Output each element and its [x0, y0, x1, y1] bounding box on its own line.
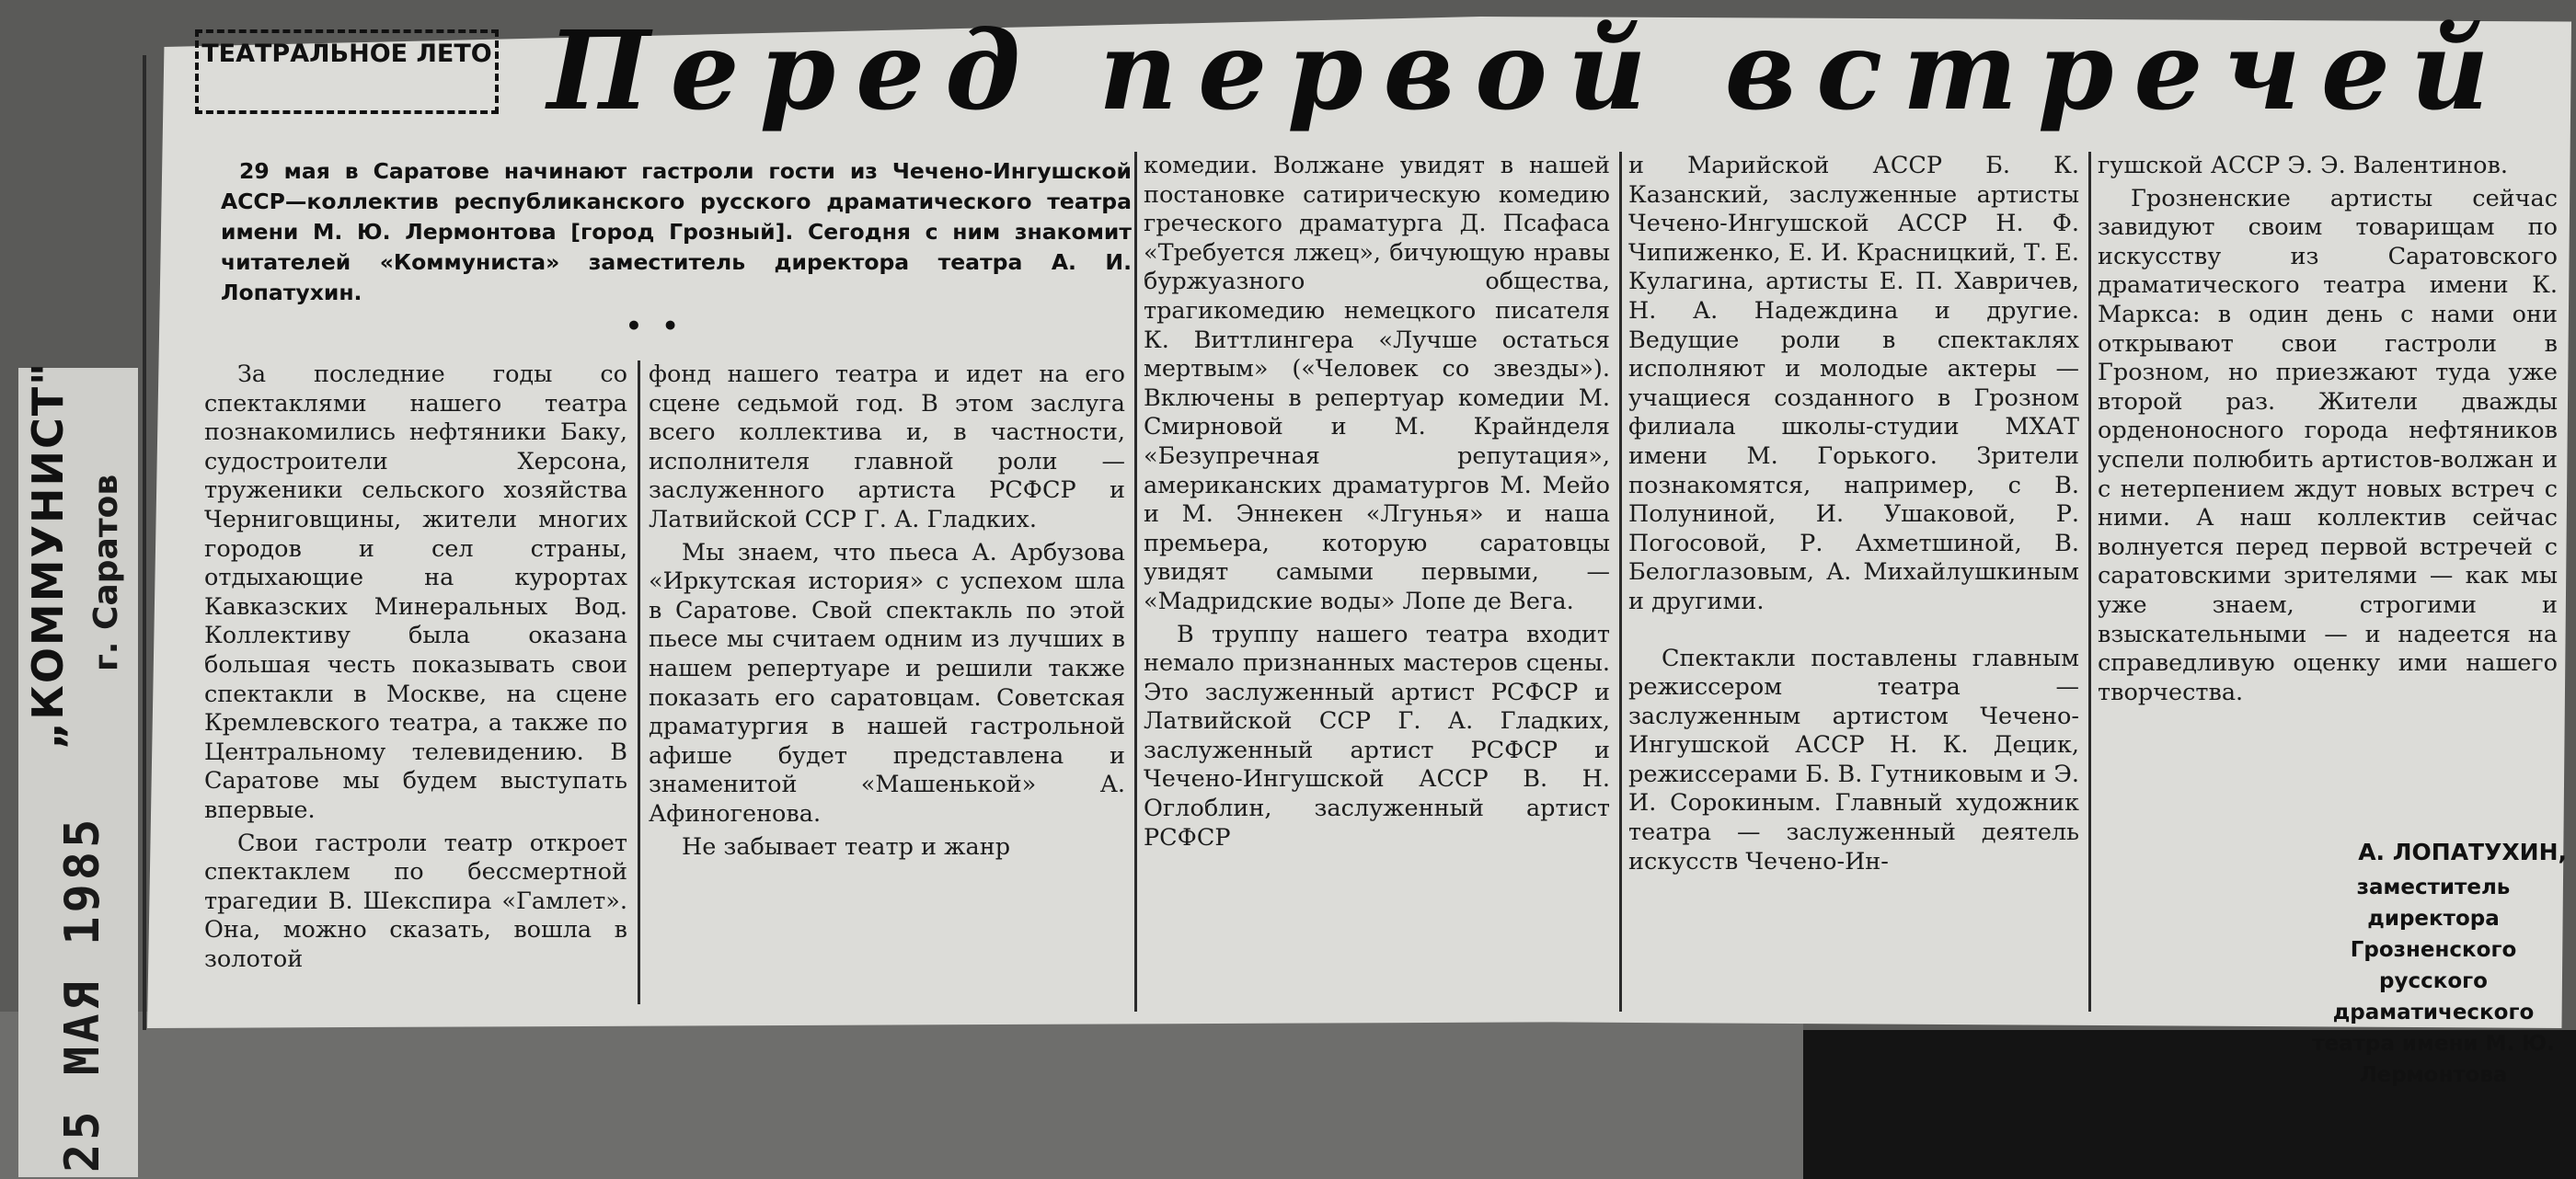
stamp-date: 25 МАЯ 1985 — [55, 815, 110, 1173]
separator-dots: • • — [626, 311, 684, 341]
paragraph: За последние годы со спектаклями нашего театра познакомились нефтяники Баку, судостроители Херсона, труженики сельского хозяйства Черниговщины, жители многих городов и сел страны, отдыхающие на курортах Кавказских Минеральных Вод. Коллективу была оказана большая честь показывать свои спектакли в Москве, на сцене Кремлевского театра, а также по Центральному телевидению. В Саратове мы будем выступать впервые. — [204, 361, 627, 824]
column-divider — [1134, 152, 1137, 1012]
signature-title: заместитель директора Грозненского русского драматического театра имени М. Ю. Лермонтова — [2312, 876, 2555, 1087]
rubric-box — [195, 29, 499, 114]
column-divider — [2088, 152, 2091, 1012]
article-column-3 — [1144, 152, 1610, 1012]
paragraph: комедии. Волжане увидят в нашей постановке сатирическую комедию греческого драматурга Д. Псафаса «Требуется лжец», бичующую нравы буржуазного общества, трагикомедию немецкого писателя К. Виттлингера «Лучше остаться мертвым» («Человек со звезды»). Включены в репертуар комедии М. Смирновой и М. Крайнделя «Безупречная репутация», американских драматургов М. Мейо и М. Эннекен «Лгунья» и наша премьера, которую саратовцы увидят самыми первыми, — «Мадридские воды» Лопе де Вега. — [1144, 152, 1610, 615]
column-divider — [638, 361, 640, 1004]
clipping-left-rule — [143, 55, 146, 1030]
paragraph: фонд нашего театра и идет на его сцене седьмой год. В этом заслуга всего коллектива и, в частности, исполнителя главной роли — заслуженного артиста РСФСР и Латвийской ССР Г. А. Гладких. — [649, 361, 1125, 533]
article-column-5 — [2098, 152, 2558, 869]
lead-text: 29 мая в Саратове начинают гастроли гости из Чечено-Ингушской АССР—коллектив республиканского русского драматического театра имени М. Ю. Лермонтова [город Грозный]. Сегодня с ним знакомит читателей «Коммуниста» заместитель директора театра А. И. Лопатухин. — [221, 158, 1132, 305]
paragraph: Спектакли поставлены главным режиссером театра — заслуженным артистом Чечено-Ингушской АССР Н. К. Децик, режиссерами Б. В. Гутниковым и Э. И. Сорокиным. Главный художник театра — заслуженный деятель искусств Чечено-Ин- — [1628, 644, 2079, 876]
paragraph: Не забывает театр и жанр — [682, 832, 1011, 861]
paragraph: гушской АССР Э. Э. Валентинов. — [2098, 152, 2508, 179]
column-divider — [1619, 152, 1622, 1012]
stamp-city: г. Саратов — [87, 474, 125, 671]
article-column-1 — [204, 361, 627, 1009]
signature-name: А. ЛОПАТУХИН, — [2358, 839, 2567, 865]
paragraph: В труппу нашего театра входит немало признанных мастеров сцены. Это заслуженный артист РСФСР и Латвийской ССР Г. А. Гладких, заслуженный артист РСФСР и Чечено-Ингушской АССР В. Н. Оглоблин, заслуженный артист РСФСР — [1144, 620, 1610, 852]
article-column-2 — [649, 361, 1125, 1009]
article-lead — [221, 156, 1132, 308]
background-table — [0, 1012, 1803, 1179]
paragraph: Грозненские артисты сейчас завидуют своим товарищам по искусству из Саратовского драматического театра имени К. Маркса: в один день с нами они открывают свои гастроли в Грозном, но приезжают туда уже второй раз. Жители дважды орденоносного города нефтяников успели полюбить артистов-волжан и с нетерпением ждут новых встреч с ними. А наш коллектив сейчас волнуется перед первой встречей с саратовскими зрителями — как мы уже знаем, строгими и взыскательными — и надеется на справедливую оценку ими нашего творчества. — [2098, 184, 2558, 706]
article-column-4 — [1628, 152, 2079, 1012]
article-headline: Перед первой встречей — [547, 6, 2510, 134]
paragraph: Свои гастроли театр откроет спектаклем по бессмертной трагедии В. Шекспира «Гамлет». Она, можно сказать, вошла в золотой — [204, 829, 627, 973]
paragraph: и Марийской АССР Б. К. Казанский, заслуженные артисты Чечено-Ингушской АССР Н. Ф. Чипиженко, Е. И. Красницкий, Т. Е. Кулагина, артисты Е. П. Хавричев, Н. А. Надеждина и другие. Ведущие роли в спектаклях исполняют и молодые актеры — учащиеся созданного в Грозном филиала школы-студии МХАТ имени М. Горького. Зрители познакомятся, например, с В. Полуниной, И. Ушаковой, Р. Погосовой, Р. Ахметшиной, В. Белоглазовым, А. Михайлушкиным и другими. — [1628, 152, 2079, 615]
rubric-label: ТЕАТРАЛЬНОЕ ЛЕТО — [201, 40, 492, 68]
paragraph: Мы знаем, что пьеса А. Арбузова «Иркутская история» с успехом шла в Саратове. Свой спектакль по этой пьесе мы считаем одним из лучших в нашем репертуаре и решили также показать его саратовцам. Советская драматургия в нашей гастрольной афише будет представлена и знаменитой «Машенькой» А. Афиногенова. — [649, 538, 1125, 828]
stamp-newspaper-name: „КОММУНИСТ" — [23, 361, 73, 750]
